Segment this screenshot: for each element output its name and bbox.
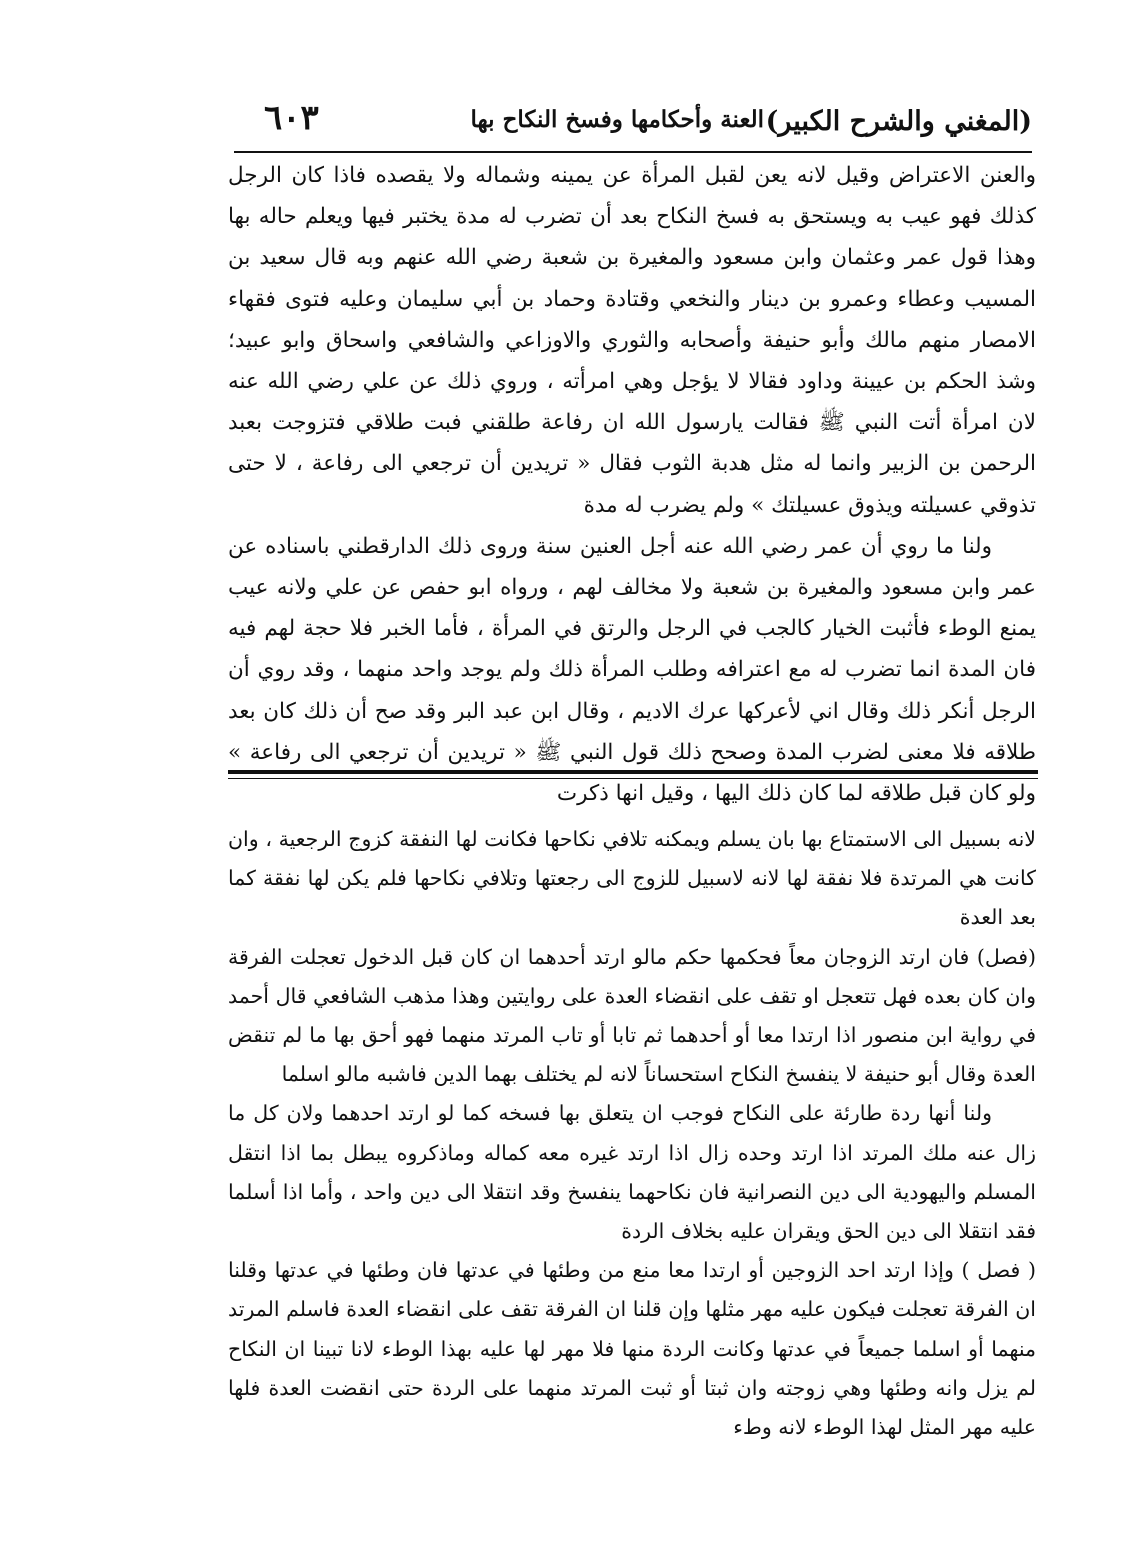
main-paragraph: والعنن الاعتراض وقيل لانه يعن لقبل المرأة عن يمينه وشماله ولا يقصده فاذا كان الرجل كذلك فهو عيب به ويستحق به فسخ النكاح بعد أن تضرب له مدة يختبر فيها ويعلم حاله بها وهذا قول عمر وعثمان وابن مسعود والمغيرة بن شعبة رضي الله عنهم وبه قال سعيد بن المسيب وعطاء وعمرو بن دينار والنخعي وقتادة وحماد بن أبي سليمان وعليه فتوى فقهاء الامصار منهم مالك وأبو حنيفة وأصحابه والثوري والاوزاعي والشافعي واسحاق وابو عبيد؛ وشذ الحكم بن عيينة وداود فقالا لا يؤجل وهي امرأته ، وروي ذلك عن علي رضي الله عنه لان امرأة أتت النبي ﷺ فقالت يارسول الله ان رفاعة طلقني فبت طلاقي فتزوجت بعبد الرحمن بن الزبير وانما له مثل هدبة الثوب فقال « تريدين أن ترجعي الى رفاعة ، لا حتى تذوقي عسيلته ويذوق عسيلتك » ولم يضرب له مدة <box>228 163 1036 518</box>
section-divider <box>228 770 1038 774</box>
page-header <box>232 92 1032 152</box>
main-paragraph: ولنا ما روي أن عمر رضي الله عنه أجل العنين سنة وروى ذلك الدارقطني باسناده عن عمر وابن مسعود والمغيرة بن شعبة ولا مخالف لهم ، ورواه ابو حفص عن علي ولانه عيب يمنع الوطء فأثبت الخيار كالجب في الرجل والرتق في المرأة ، فأما الخبر فلا حجة لهم فيه فان المدة انما تضرب له مع اعترافه وطلب المرأة ذلك ولم يوجد واحد منهما ، وقد روي أن الرجل أنكر ذلك وقال اني لأعركها عرك الاديم ، وقال ابن عبد البر وقد صح أن ذلك كان بعد طلاقه فلا معنى لضرب المدة وصحح ذلك قول النبي ﷺ « تريدين أن ترجعي الى رفاعة » ولو كان قبل طلاقه لما كان ذلك اليها ، وقيل انها ذكرت <box>228 533 1036 807</box>
commentary-paragraph: ولنا أنها ردة طارئة على النكاح فوجب ان يتعلق بها فسخه كما لو ارتد احدهما ولان كل ما زال عنه ملك المرتد اذا ارتد وحده زال اذا ارتد غيره معه كماله وماذكروه يبطل بما اذا انتقل المسلم واليهودية الى دين النصرانية فان نكاحهما ينفسخ وقد انتقلا الى دين واحد ، وأما اذا أسلما فقد انتقلا الى دين الحق ويقران عليه بخلاف الردة <box>228 1101 1036 1244</box>
header-divider <box>234 151 1032 153</box>
commentary-paragraph: لانه بسبيل الى الاستمتاع بها بان يسلم ويمكنه تلافي نكاحها فكانت لها النفقة كزوج الرجعية ، وان كانت هي المرتدة فلا نفقة لها لانه لاسبيل للزوج الى رجعتها وتلافي نكاحها فلم يكن لها نفقة كما بعد العدة <box>228 827 1036 930</box>
commentary-text <box>228 820 1036 1447</box>
page-number: ٦٠٣ <box>264 98 319 138</box>
section-divider-thin <box>228 778 1038 779</box>
chapter-title: العنة وأحكامها وفسخ النكاح بها <box>470 106 764 133</box>
book-title: (المغني والشرح الكبير) <box>765 106 1032 137</box>
commentary-paragraph: ( فصل ) وإذا ارتد احد الزوجين أو ارتدا معا منع من وطئها في عدتها فان وطئها في عدتها وقلنا ان الفرقة تعجلت فيكون عليه مهر مثلها وإن قلنا ان الفرقة تقف على انقضاء العدة فاسلم المرتد منهما أو اسلما جميعاً في عدتها وكانت الردة منها فلا مهر لها عليه بهذا الوطء لانا تبينا ان النكاح لم يزل وانه وطئها وهي زوجته وان ثبتا أو ثبت المرتد منهما على الردة حتى انقضت العدة فلها عليه مهر المثل لهذا الوطء لانه وطء <box>228 1258 1036 1440</box>
main-text <box>228 155 1036 814</box>
commentary-paragraph: (فصل) فان ارتد الزوجان معاً فحكمها حكم مالو ارتد أحدهما ان كان قبل الدخول تعجلت الفرقة وان كان بعده فهل تتعجل او تقف على انقضاء العدة على روايتين وهذا مذهب الشافعي قال أحمد في رواية ابن منصور اذا ارتدا معا أو أحدهما ثم تابا أو تاب المرتد منهما فهو أحق بها ما لم تنقض العدة وقال أبو حنيفة لا ينفسخ النكاح استحساناً لانه لم يختلف بهما الدين فاشبه مالو اسلما <box>228 944 1036 1087</box>
